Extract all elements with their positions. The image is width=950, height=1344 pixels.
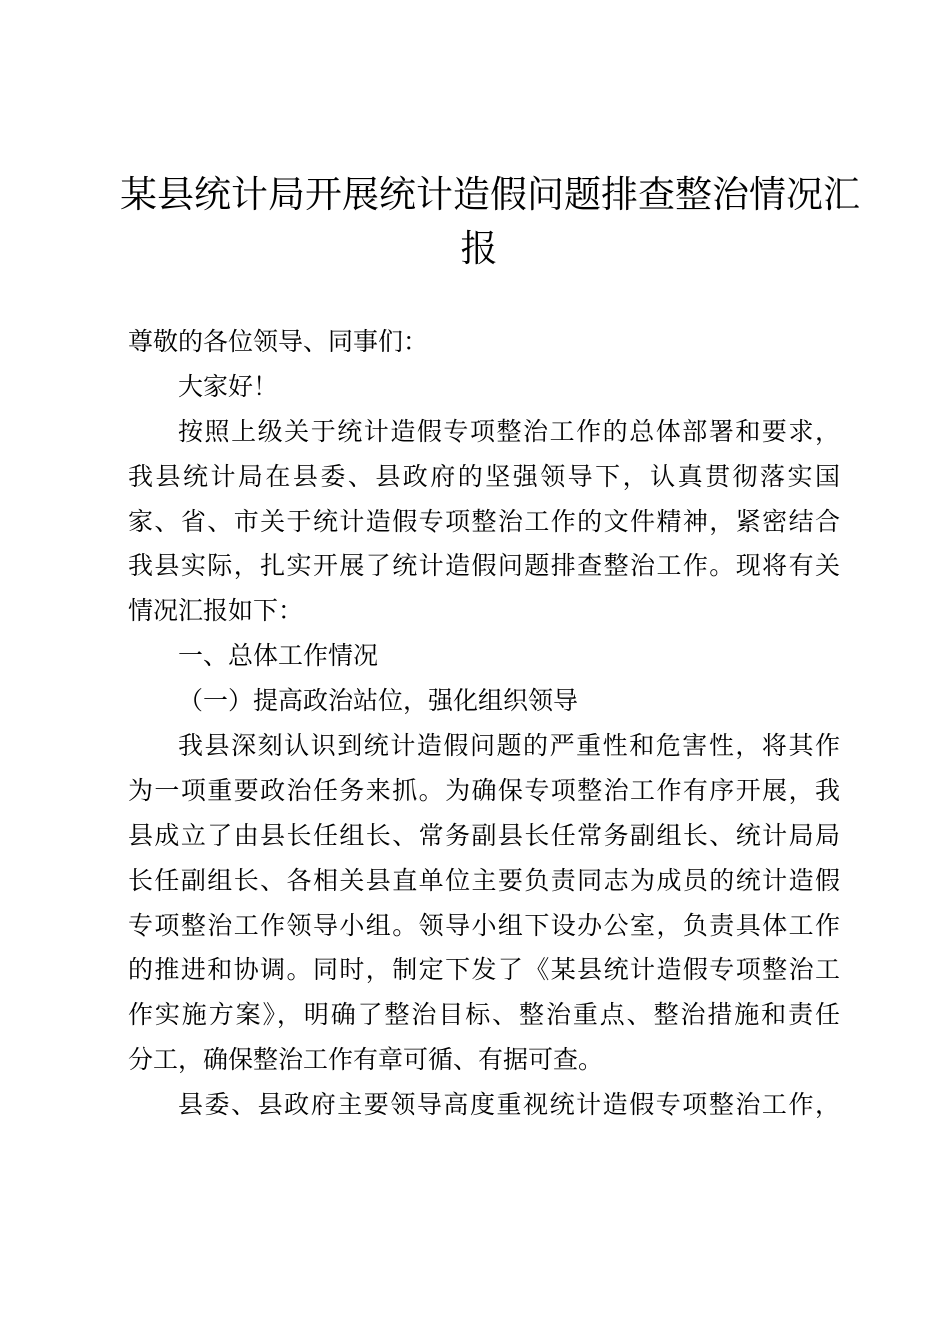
body-line: 尊敬的各位领导、同事们： xyxy=(128,327,429,356)
body-line: 长任副组长、各相关县直单位主要负责同志为成员的统计造假 xyxy=(128,865,840,895)
body-line: 我县统计局在县委、县政府的坚强领导下，认真贯彻落实国 xyxy=(128,461,840,491)
body-line: 专项整治工作领导小组。领导小组下设办公室，负责具体工作 xyxy=(128,910,840,940)
body-line: 大家好！ xyxy=(178,371,279,401)
body-line: 县委、县政府主要领导高度重视统计造假专项整治工作， xyxy=(178,1090,840,1120)
body-line: 县成立了由县长任组长、常务副县长任常务副组长、统计局局 xyxy=(128,820,840,850)
body-line: 一、总体工作情况 xyxy=(178,641,379,671)
body-line: 按照上级关于统计造假专项整治工作的总体部署和要求， xyxy=(178,416,840,446)
body-line: 家、省、市关于统计造假专项整治工作的文件精神，紧密结合 xyxy=(128,506,840,536)
body-line: （一）提高政治站位，强化组织领导 xyxy=(178,686,579,716)
title-line: 报 xyxy=(460,227,498,270)
body-line: 为一项重要政治任务来抓。为确保专项整治工作有序开展，我 xyxy=(128,775,840,805)
body-line: 分工，确保整治工作有章可循、有据可查。 xyxy=(128,1045,604,1075)
body-line: 我县实际，扎实开展了统计造假问题排查整治工作。现将有关 xyxy=(128,551,840,581)
title-line: 某县统计局开展统计造假问题排查整治情况汇 xyxy=(120,173,860,216)
body-line: 我县深刻认识到统计造假问题的严重性和危害性，将其作 xyxy=(178,731,840,761)
body-line: 的推进和协调。同时，制定下发了《某县统计造假专项整治工 xyxy=(128,955,840,985)
document-title xyxy=(120,168,860,276)
document-body xyxy=(128,320,840,1128)
body-line: 情况汇报如下： xyxy=(128,596,304,626)
body-line: 作实施方案》，明确了整治目标、整治重点、整治措施和责任 xyxy=(128,1000,840,1030)
